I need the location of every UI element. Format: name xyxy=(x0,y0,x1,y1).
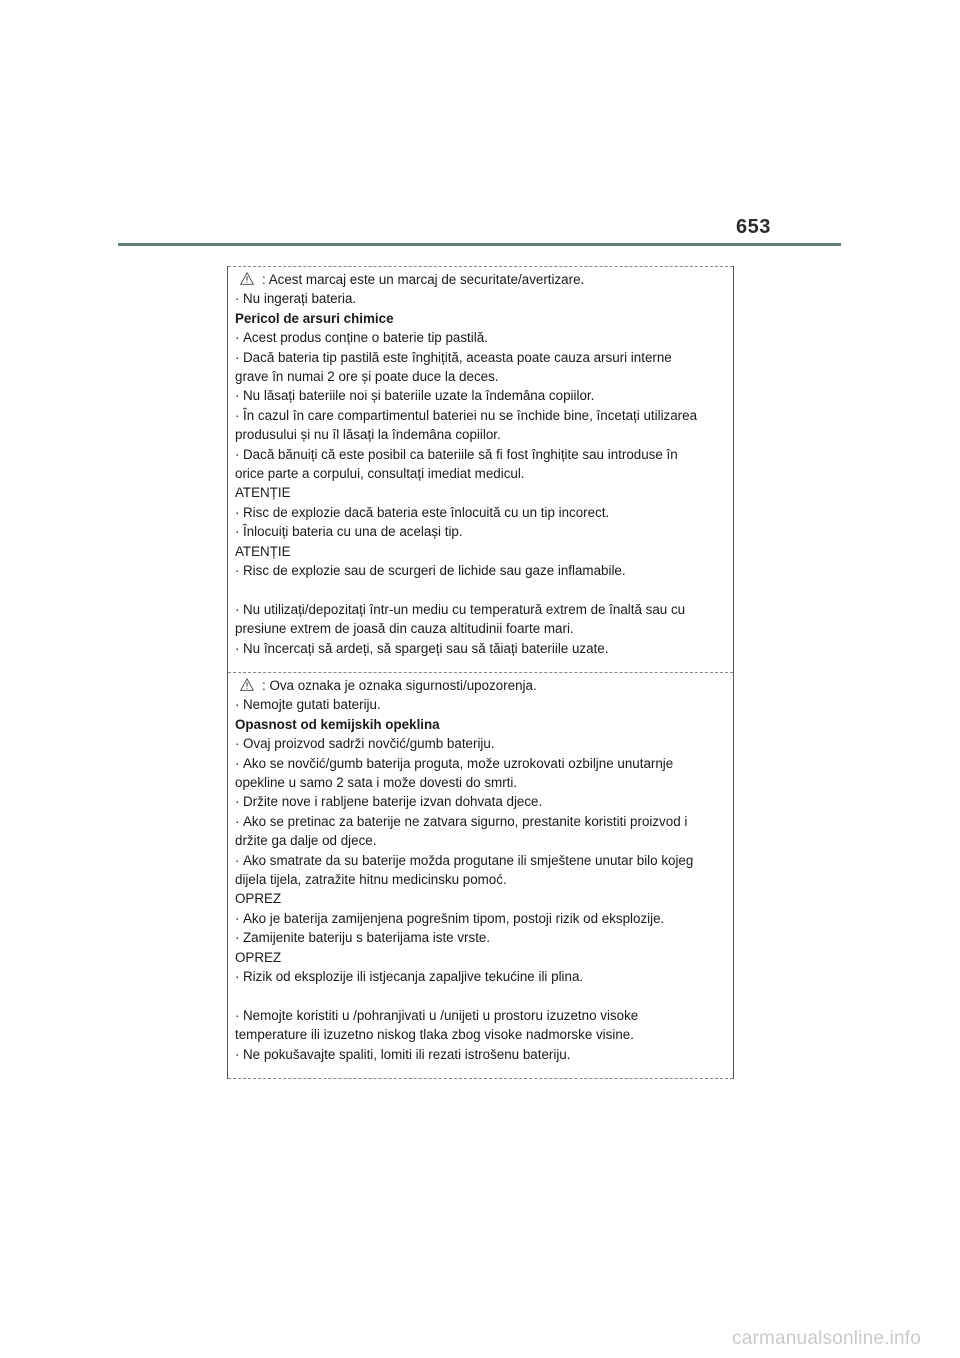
bullet-dot-icon: · xyxy=(235,601,240,617)
bullet-item xyxy=(235,386,730,405)
continuation-line: temperature ili izuzetno niskog tlaka zbog visoke nadmorske visine. xyxy=(235,1027,634,1043)
bullet-dot-icon: · xyxy=(235,736,240,752)
continuation-line: opekline u samo 2 sata i može dovesti do smrti. xyxy=(235,775,518,791)
bullet-item-text: Nu lăsați bateriile noi și bateriile uzate la îndemâna copiilor. xyxy=(243,388,595,404)
bullet-item-text: Držite nove i rabljene baterije izvan dohvata djece. xyxy=(243,794,543,810)
bullet-dot-icon: · xyxy=(235,640,240,656)
bullet-item xyxy=(235,812,730,831)
warning-intro-text: : Acest marcaj este un marcaj de securitate/avertizare. xyxy=(262,272,585,287)
bullet-item-text: În cazul în care compartimentul bateriei nu se închide bine, încetați utilizarea xyxy=(243,407,698,423)
bullet-dot-icon: · xyxy=(235,1007,240,1023)
bullet-dot-icon: · xyxy=(235,291,240,307)
bullet-item xyxy=(235,851,730,870)
warning-triangle-icon xyxy=(240,678,254,691)
bullet-item-text: Rizik od eksplozije ili istjecanja zapaljive tekućine ili plina. xyxy=(243,969,584,985)
bullet-item xyxy=(235,967,730,986)
continuation-line: dijela tijela, zatražite hitnu medicinsku pomoć. xyxy=(235,872,507,888)
bullet-item-text: Acest produs conține o baterie tip pastilă. xyxy=(243,330,488,346)
bullet-item-text: Ako se pretinac za baterije ne zatvara sigurno, prestanite koristiti proizvod i xyxy=(243,813,688,829)
warning-intro-text: : Ova oznaka je oznaka sigurnosti/upozorenja. xyxy=(262,678,537,693)
bullet-item-text: Înlocuiți bateria cu una de același tip. xyxy=(243,524,463,540)
bullet-item xyxy=(235,600,730,619)
notice-section-croatian xyxy=(235,676,730,1064)
caution-heading: OPREZ xyxy=(235,949,282,965)
bullet-dot-icon: · xyxy=(235,446,240,462)
bullet-item xyxy=(235,1045,730,1064)
bullet-item xyxy=(235,695,730,714)
bullet-item-text: Nu ingerați bateria. xyxy=(243,291,357,307)
bullet-dot-icon: · xyxy=(235,330,240,346)
page-number: 653 xyxy=(736,216,771,238)
bullet-item xyxy=(235,639,730,658)
bullet-item-text: Risc de explozie sau de scurgeri de lichide sau gaze inflamabile. xyxy=(243,563,626,579)
bullet-dot-icon: · xyxy=(235,794,240,810)
bullet-dot-icon: · xyxy=(235,388,240,404)
warning-triangle-icon xyxy=(240,272,254,285)
continuation-line: produsului și nu îl lăsați la îndemâna copiilor. xyxy=(235,427,501,443)
continuation-line: držite ga dalje od djece. xyxy=(235,833,377,849)
dashed-divider-top xyxy=(228,266,733,267)
bullet-item xyxy=(235,503,730,522)
bullet-item-text: Risc de explozie dacă bateria este înlocuită cu un tip incorect. xyxy=(243,504,610,520)
continuation-line: presiune extrem de joasă din cauza altitudinii foarte mari. xyxy=(235,621,574,637)
warning-intro-line xyxy=(235,270,730,289)
bullet-item xyxy=(235,348,730,367)
bullet-item-text: Ako je baterija zamijenjena pogrešnim tipom, postoji rizik od eksplozije. xyxy=(243,910,665,926)
bullet-item-text: Ako smatrate da su baterije možda progutane ili smještene unutar bilo kojeg xyxy=(243,852,694,868)
bullet-item-text: Ovaj proizvod sadrži novčić/gumb bateriju. xyxy=(243,736,495,752)
bullet-item-text: Nu utilizați/depozitați într-un mediu cu temperatură extrem de înaltă sau cu xyxy=(243,601,686,617)
blank-line xyxy=(235,581,730,600)
bullet-item-text: Nemojte koristiti u /pohranjivati u /unijeti u prostoru izuzetno visoke xyxy=(243,1007,639,1023)
hazard-heading: Pericol de arsuri chimice xyxy=(235,310,394,326)
bullet-item xyxy=(235,561,730,580)
bullet-item-text: Dacă bănuiți că este posibil ca bateriile să fi fost înghițite sau introduse în xyxy=(243,446,678,462)
continuation-line: grave în numai 2 ore și poate duce la deces. xyxy=(235,369,499,385)
bullet-item xyxy=(235,1006,730,1025)
bullet-item xyxy=(235,328,730,347)
bullet-item xyxy=(235,734,730,753)
bullet-dot-icon: · xyxy=(235,813,240,829)
bullet-dot-icon: · xyxy=(235,852,240,868)
bullet-dot-icon: · xyxy=(235,697,240,713)
bullet-dot-icon: · xyxy=(235,930,240,946)
bullet-dot-icon: · xyxy=(235,504,240,520)
bullet-item xyxy=(235,522,730,541)
dashed-divider-bottom xyxy=(228,1078,733,1079)
bullet-item-text: Dacă bateria tip pastilă este înghițită, aceasta poate cauza arsuri interne xyxy=(243,349,672,365)
caution-heading: ATENȚIE xyxy=(235,485,291,501)
continuation-line: orice parte a corpului, consultați imediat medicul. xyxy=(235,466,525,482)
bullet-dot-icon: · xyxy=(235,563,240,579)
bullet-item xyxy=(235,406,730,425)
bullet-item xyxy=(235,754,730,773)
header-rule xyxy=(118,243,841,246)
warning-intro-line xyxy=(235,676,730,695)
caution-heading: OPREZ xyxy=(235,891,282,907)
dashed-divider-middle xyxy=(228,672,733,673)
caution-heading: ATENȚIE xyxy=(235,543,291,559)
bullet-item-text: Ako se novčić/gumb baterija proguta, može uzrokovati ozbiljne unutarnje xyxy=(243,755,674,771)
bullet-item xyxy=(235,792,730,811)
bullet-item-text: Nu încercați să ardeți, să spargeți sau să tăiați bateriile uzate. xyxy=(243,640,609,656)
bullet-item-text: Nemojte gutati bateriju. xyxy=(243,697,381,713)
bullet-item xyxy=(235,445,730,464)
bullet-dot-icon: · xyxy=(235,969,240,985)
bullet-item xyxy=(235,909,730,928)
bullet-item xyxy=(235,289,730,308)
bullet-dot-icon: · xyxy=(235,407,240,423)
watermark: carmanualsonline.info xyxy=(732,1328,922,1349)
hazard-heading: Opasnost od kemijskih opeklina xyxy=(235,716,440,732)
safety-notice-box xyxy=(227,266,734,1079)
bullet-dot-icon: · xyxy=(235,755,240,771)
bullet-item xyxy=(235,928,730,947)
bullet-dot-icon: · xyxy=(235,524,240,540)
notice-section-romanian xyxy=(235,270,730,658)
blank-line xyxy=(235,987,730,1006)
bullet-dot-icon: · xyxy=(235,349,240,365)
bullet-item-text: Ne pokušavajte spaliti, lomiti ili rezati istrošenu bateriju. xyxy=(243,1046,571,1062)
bullet-dot-icon: · xyxy=(235,1046,240,1062)
bullet-dot-icon: · xyxy=(235,910,240,926)
bullet-item-text: Zamijenite bateriju s baterijama iste vrste. xyxy=(243,930,491,946)
